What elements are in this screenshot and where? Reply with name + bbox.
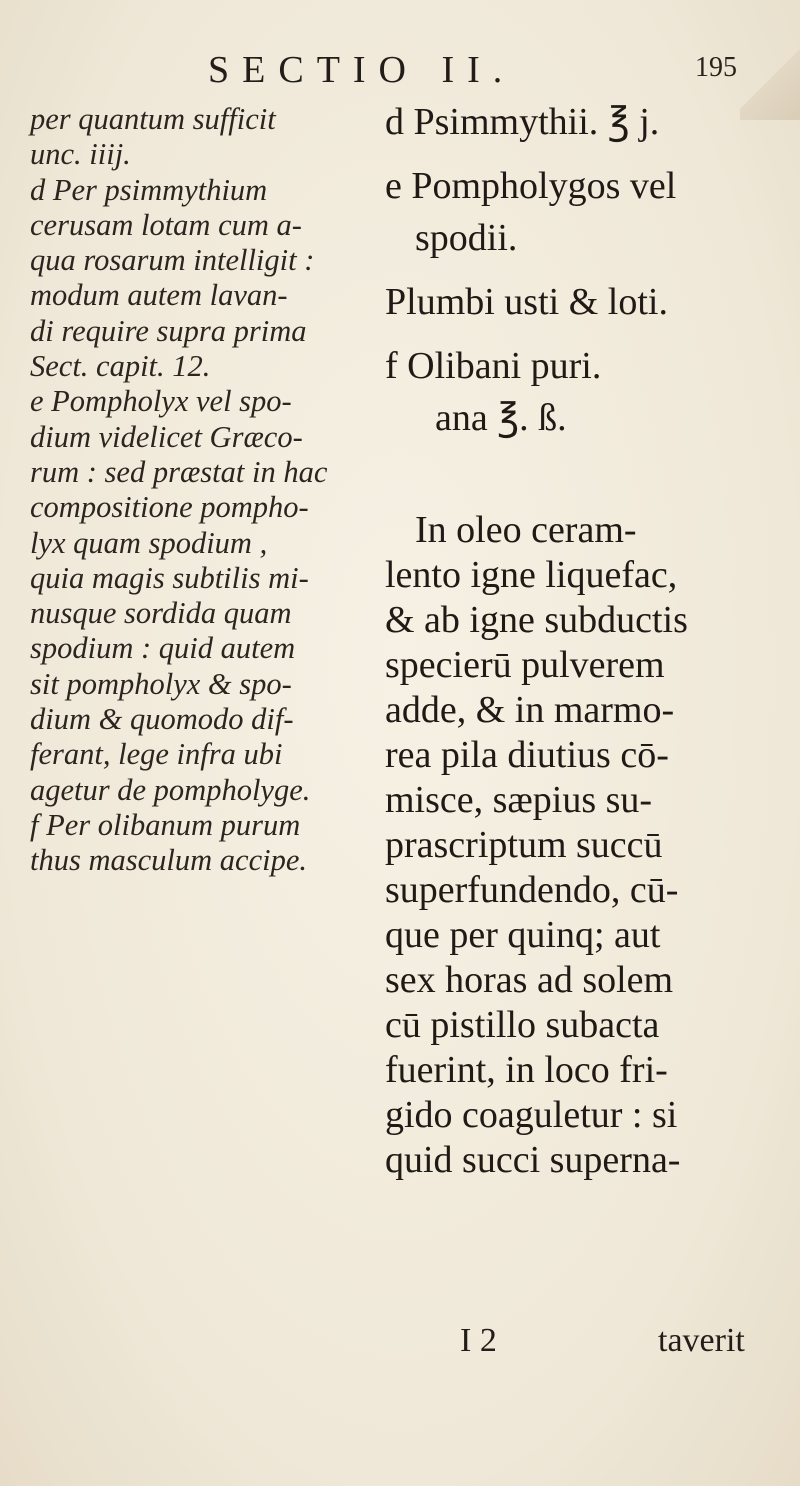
formula-line: spodii. — [415, 217, 518, 259]
recipe-line: misce, sæpius su- — [385, 779, 653, 821]
catchword: taverit — [658, 1322, 745, 1359]
commentary-line: sit pompholyx & spo- — [30, 666, 292, 701]
recipe-line: rea pila diutius cō- — [385, 734, 669, 776]
commentary-column — [30, 102, 380, 879]
recipe-line: specierū pulverem — [385, 644, 665, 686]
formula-line: Plumbi usti & loti. — [385, 281, 668, 323]
commentary-line: ferant, lege infra ubi — [30, 737, 283, 772]
recipe-line: prascriptum succū — [385, 824, 663, 866]
page-footer — [0, 1322, 800, 1362]
formula-line: e Pompholygos vel — [385, 165, 677, 207]
commentary-line: d Per psimmythium — [30, 172, 268, 207]
commentary-line: compositione pompho- — [30, 490, 309, 525]
recipe-line: quid succi superna- — [385, 1139, 681, 1181]
commentary-line: dium videlicet Græco- — [30, 419, 303, 454]
commentary-line: di require supra prima — [30, 313, 307, 348]
commentary-line: per quantum sufficit — [30, 102, 276, 136]
formula-line: d Psimmythii. ℥ j. — [385, 101, 660, 143]
recipe-line: In oleo ceram- — [415, 509, 637, 551]
commentary-line: thus masculum accipe. — [30, 843, 307, 878]
recipe-line: superfundendo, cū- — [385, 869, 679, 911]
commentary-line: Sect. capit. 12. — [30, 349, 211, 384]
recipe-line: fuerint, in loco fri- — [385, 1049, 668, 1091]
recipe-column — [385, 96, 785, 1183]
commentary-line: nusque sordida quam — [30, 596, 292, 631]
commentary-line: rum : sed præstat in hac — [30, 454, 328, 489]
commentary-line: lyx quam spodium , — [30, 525, 268, 560]
commentary-line: modum autem lavan- — [30, 278, 288, 313]
page-header — [0, 48, 800, 98]
recipe-line: cū pistillo subacta — [385, 1004, 660, 1046]
commentary-line: agetur de pompholyge. — [30, 772, 311, 807]
running-head: SECTIO II. — [208, 49, 516, 91]
formula-line: f Olibani puri. — [385, 345, 602, 387]
page-number: 195 — [695, 52, 737, 83]
commentary-line: dium & quomodo dif- — [30, 702, 294, 737]
recipe-line: que per quinq; aut — [385, 914, 661, 956]
commentary-line: spodium : quid autem — [30, 631, 296, 666]
commentary-line: quia magis subtilis mi- — [30, 560, 309, 595]
recipe-line: & ab igne subductis — [385, 599, 688, 641]
commentary-line: unc. iiij. — [30, 137, 131, 172]
signature-mark: I 2 — [460, 1322, 497, 1359]
recipe-line: sex horas ad solem — [385, 959, 674, 1001]
recipe-line: adde, & in marmo- — [385, 689, 675, 731]
commentary-line: qua rosarum intelligit : — [30, 243, 315, 278]
recipe-line: lento igne liquefac, — [385, 554, 678, 596]
recipe-line: gido coaguletur : si — [385, 1094, 678, 1136]
formula-line: ana ℥. ß. — [435, 397, 567, 439]
commentary-line: f Per olibanum purum — [30, 807, 301, 842]
commentary-line: cerusam lotam cum a- — [30, 207, 302, 242]
commentary-line: e Pompholyx vel spo- — [30, 384, 292, 419]
